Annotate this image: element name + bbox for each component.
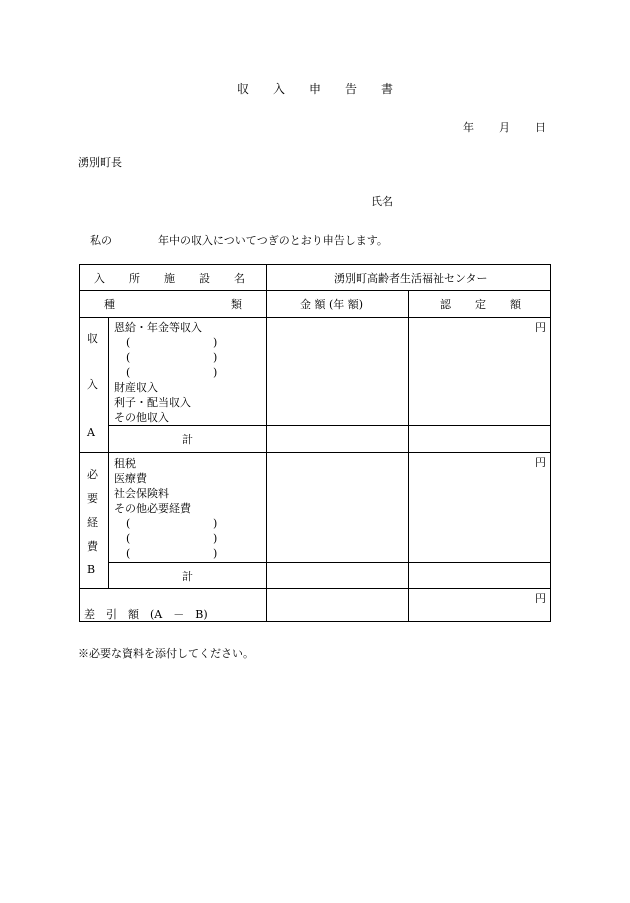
expenses-item: 社会保険料 xyxy=(114,487,169,500)
expenses-paren-close: ) xyxy=(213,532,218,545)
income-item: 財産収入 xyxy=(114,381,158,394)
difference-yen-unit: 円 xyxy=(535,592,546,605)
facility-name: 湧別町高齢者生活福祉センター xyxy=(334,272,488,285)
difference-label: 差 引 額 (A － B) xyxy=(84,608,208,621)
page-title xyxy=(0,80,630,97)
declaration-form xyxy=(79,264,551,622)
row-divider xyxy=(108,562,550,563)
expenses-total-label: 計 xyxy=(182,570,193,583)
income-item: その他収入 xyxy=(114,411,169,424)
income-side-label: 収 xyxy=(87,332,98,345)
date-month-label: 月 xyxy=(499,121,510,134)
name-label: 氏名 xyxy=(371,195,393,208)
income-item: 恩給・年金等収入 xyxy=(114,321,202,334)
declaration-suffix: 年中の収入についてつぎのとおり申告します。 xyxy=(158,234,388,247)
expenses-item: ( xyxy=(126,547,131,560)
income-yen-unit: 円 xyxy=(535,321,546,334)
income-side-label: A xyxy=(87,426,95,439)
title-char: 申 xyxy=(308,82,321,96)
column-divider xyxy=(408,290,409,621)
row-divider xyxy=(108,425,550,426)
declaration-prefix: 私の xyxy=(90,234,112,247)
date-line xyxy=(463,119,571,135)
expenses-side-label: 必 xyxy=(87,468,98,481)
date-day-label: 日 xyxy=(535,121,546,134)
income-paren-close: ) xyxy=(213,351,218,364)
expenses-yen-unit: 円 xyxy=(535,456,546,469)
expenses-side-label: 経 xyxy=(87,516,98,529)
title-char: 告 xyxy=(344,82,357,96)
header-amount: 金 額 (年 額) xyxy=(300,298,364,311)
expenses-side-label: 費 xyxy=(87,540,98,553)
expenses-item: その他必要経費 xyxy=(114,502,191,515)
header-type: 種 類 xyxy=(104,298,242,311)
row-divider xyxy=(80,290,550,291)
row-divider xyxy=(80,452,550,453)
title-char: 入 xyxy=(272,82,285,96)
expenses-paren-close: ) xyxy=(213,547,218,560)
expenses-item: ( xyxy=(126,532,131,545)
column-divider xyxy=(266,265,267,621)
income-item: 利子・配当収入 xyxy=(114,396,191,409)
expenses-side-label: 要 xyxy=(87,492,98,505)
row-divider xyxy=(80,317,550,318)
expenses-item: 租税 xyxy=(114,457,136,470)
expenses-item: ( xyxy=(126,517,131,530)
income-item: ( xyxy=(126,351,131,364)
header-certified: 認 定 額 xyxy=(440,298,521,311)
attachment-note: ※必要な資料を添付してください。 xyxy=(78,647,254,660)
facility-label: 入 所 施 設 名 xyxy=(94,272,245,285)
income-item: ( xyxy=(126,336,131,349)
expenses-item: 医療費 xyxy=(114,472,147,485)
income-side-label: 入 xyxy=(87,378,98,391)
income-paren-close: ) xyxy=(213,366,218,379)
recipient: 湧別町長 xyxy=(78,156,122,169)
income-total-label: 計 xyxy=(182,433,193,446)
title-char: 収 xyxy=(236,82,249,96)
expenses-side-label: B xyxy=(87,563,96,576)
expenses-paren-close: ) xyxy=(213,517,218,530)
row-divider xyxy=(80,588,550,589)
title-char: 書 xyxy=(380,82,393,96)
income-item: ( xyxy=(126,366,131,379)
column-divider xyxy=(108,317,109,588)
date-year-label: 年 xyxy=(463,121,474,134)
declaration xyxy=(90,232,388,248)
income-paren-close: ) xyxy=(213,336,218,349)
